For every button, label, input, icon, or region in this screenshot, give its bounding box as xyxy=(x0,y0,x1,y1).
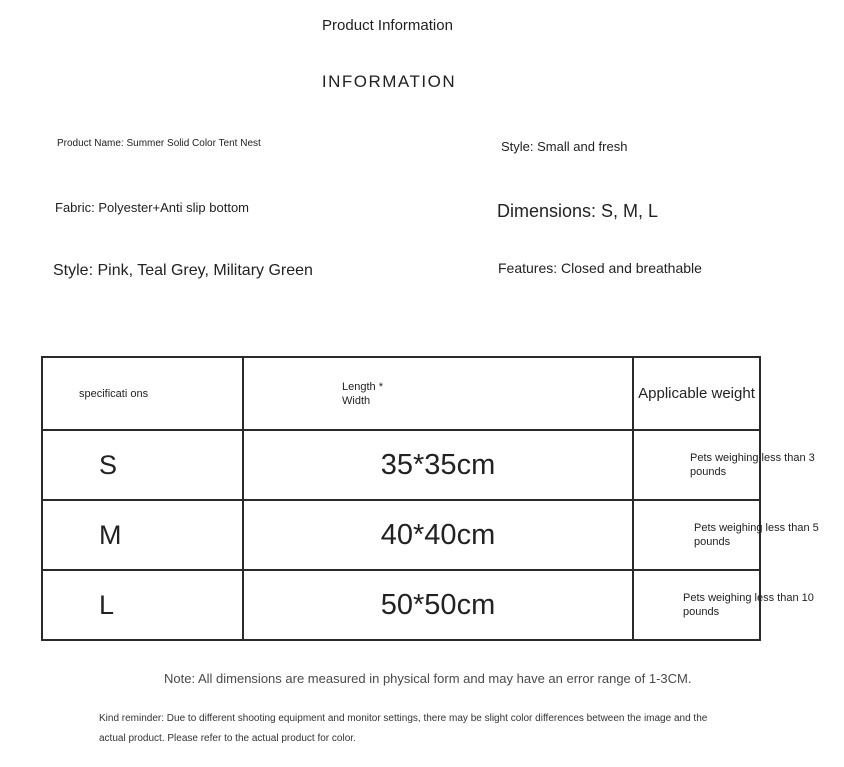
weight-cell xyxy=(633,430,815,500)
dimensions-label: Dimensions: S, M, L xyxy=(497,201,659,221)
color-style-label: Style: Pink, Teal Grey, Military Green xyxy=(53,262,313,279)
header-specifications: specificati ons xyxy=(42,357,243,430)
header-applicable-weight: Applicable weight xyxy=(633,357,760,430)
section-title: INFORMATION xyxy=(321,72,457,91)
color-reminder: Kind reminder: Due to different shooting equipment and monitor settings, there may be slight color differences between the image and the actual product. Please refer to the actual product for color. xyxy=(99,713,708,744)
weight-text: Pets weighing less than 5 pounds xyxy=(694,522,819,548)
weight-cell xyxy=(633,500,819,570)
weight-cell xyxy=(633,570,814,640)
header-length-width xyxy=(243,357,633,430)
page-title: Product Information xyxy=(322,17,453,34)
size-spec-table xyxy=(41,356,819,641)
table-header-row xyxy=(42,357,760,430)
dimension-cell: 35*35cm xyxy=(243,430,633,500)
style-label: Style: Small and fresh xyxy=(501,139,628,154)
table-row xyxy=(42,500,760,570)
table-row xyxy=(42,570,760,640)
table-row xyxy=(42,430,760,500)
header-length-width-text: Length * Width xyxy=(342,380,383,407)
size-cell: M xyxy=(42,500,243,570)
fabric-label: Fabric: Polyester+Anti slip bottom xyxy=(55,200,249,215)
size-cell: S xyxy=(42,430,243,500)
dimension-cell: 50*50cm xyxy=(243,570,633,640)
measurement-note: Note: All dimensions are measured in physical form and may have an error range of 1-3CM. xyxy=(164,671,692,686)
weight-text: Pets weighing less than 10 pounds xyxy=(683,592,814,618)
product-name-label: Product Name: Summer Solid Color Tent Nest xyxy=(57,138,261,149)
size-cell: L xyxy=(42,570,243,640)
features-label: Features: Closed and breathable xyxy=(498,260,702,276)
dimension-cell: 40*40cm xyxy=(243,500,633,570)
weight-text: Pets weighing less than 3 pounds xyxy=(690,452,815,478)
